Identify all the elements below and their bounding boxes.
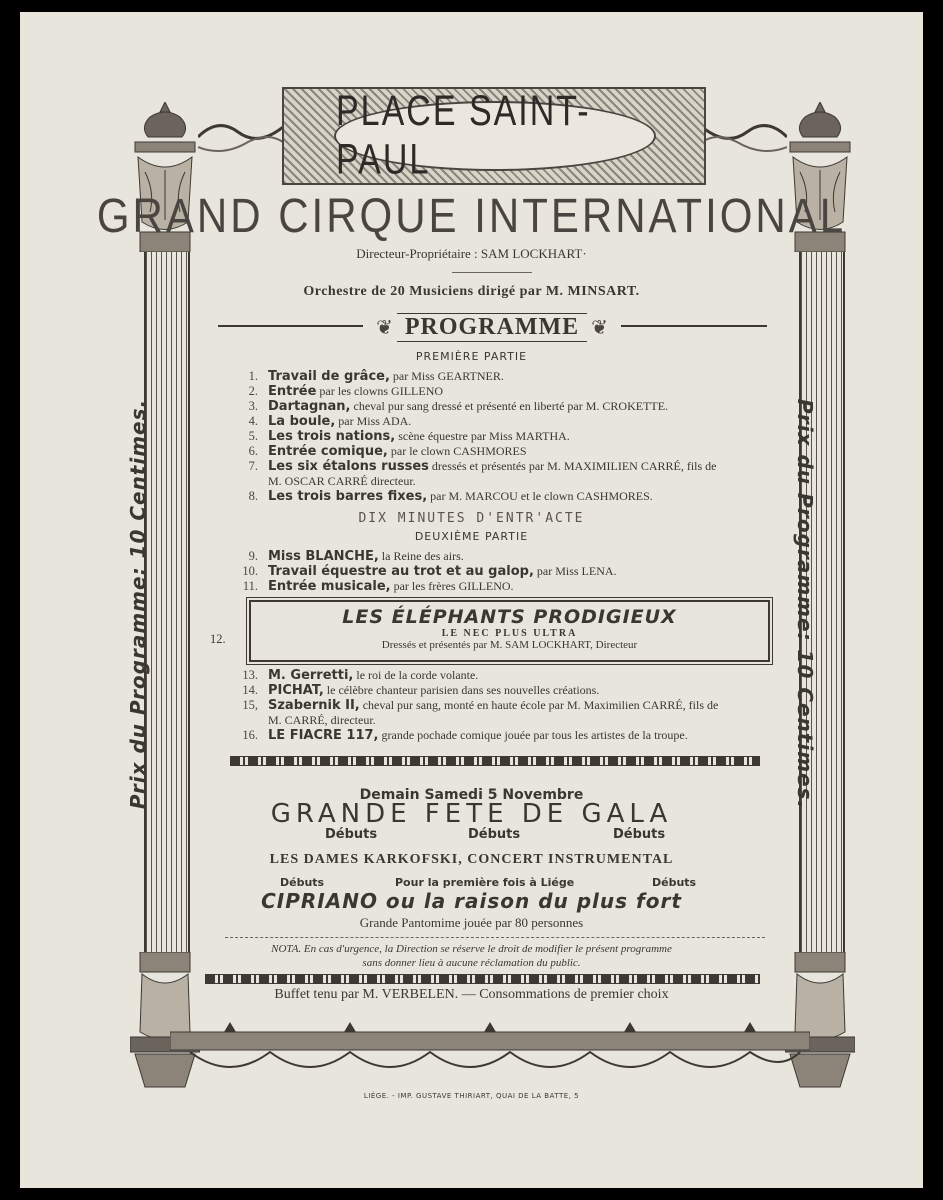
ornamental-divider: [230, 756, 760, 766]
header-banner: [282, 87, 706, 185]
item-description: par les clowns GILLENO: [316, 384, 444, 398]
item-number: 3.: [248, 399, 258, 413]
programme-item: [230, 369, 790, 384]
gala-date: Demain Samedi 5 Novembre: [359, 787, 584, 803]
item-description: par Miss ADA.: [335, 414, 412, 428]
feature-number: 12.: [210, 632, 226, 646]
programme-rule-left: [218, 325, 363, 327]
item-description: M. CARRÉ, directeur.: [268, 713, 376, 727]
part-two-list: [230, 549, 790, 594]
left-price-text: Prix du Programme: 10 Centimes.: [126, 398, 150, 810]
nota-rule: [225, 937, 765, 938]
programme-item: [230, 429, 790, 444]
item-description: la Reine des airs.: [378, 549, 464, 563]
programme-item: [230, 549, 790, 564]
debuts-label: Débuts: [613, 827, 666, 842]
item-name: La boule,: [268, 414, 336, 429]
item-number: 14.: [242, 683, 258, 697]
item-number: 13.: [242, 668, 258, 682]
programme-item: [230, 414, 790, 429]
item-description: le célèbre chanteur parisien dans ses nouvelles créations.: [323, 683, 600, 697]
intermission-label: DIX MINUTES D'ENTR'ACTE: [358, 511, 585, 526]
item-description: cheval pur sang, monté en haute école par M. Maximilien CARRÉ, fils de: [359, 698, 719, 712]
programme-title: PROGRAMME: [397, 313, 587, 342]
item-name: Travail de grâce,: [268, 369, 390, 384]
item-name: Miss BLANCHE,: [268, 549, 379, 564]
part-two-continued-list: [230, 668, 790, 743]
ornamental-divider: [205, 974, 760, 984]
item-name: Entrée comique,: [268, 444, 388, 459]
flourish-icon: ❦: [376, 316, 393, 339]
item-name: Les six étalons russes: [268, 459, 429, 474]
item-name: Les trois nations,: [268, 429, 396, 444]
item-name: M. Gerretti,: [268, 668, 354, 683]
orchestra-line: Orchestre de 20 Musiciens dirigé par M. MINSART.: [303, 284, 640, 299]
debuts-label: Débuts: [280, 876, 325, 889]
item-description: scène équestre par Miss MARTHA.: [395, 429, 570, 443]
cipriano-title: CIPRIANO ou la raison du plus fort: [261, 889, 682, 913]
item-number: 8.: [248, 489, 258, 503]
item-number: 6.: [248, 444, 258, 458]
venue-title: PLACE SAINT-PAUL: [336, 87, 591, 184]
debuts-label: Débuts: [652, 876, 697, 889]
item-number: 10.: [242, 564, 258, 578]
item-description: par les frères GILLENO.: [390, 579, 514, 593]
feature-title: LES ÉLÉPHANTS PRODIGIEUX: [342, 606, 677, 628]
programme-item: [230, 728, 790, 743]
part-two-label: DEUXIÈME PARTIE: [414, 530, 529, 543]
debuts-label: Débuts: [325, 827, 378, 842]
feature-credit: Dressés et présentés par M. SAM LOCKHART, Directeur: [381, 639, 638, 651]
item-description: par Miss LENA.: [533, 564, 617, 578]
programme-heading: [365, 310, 619, 344]
nota-line-2: sans donner lieu à aucune réclamation du public.: [362, 957, 581, 969]
item-number: 5.: [248, 429, 258, 443]
left-scroll-ornament: [198, 112, 283, 162]
flourish-icon: ❦: [591, 316, 608, 339]
item-description: cheval pur sang dressé et présenté en liberté par M. CROKETTE.: [350, 399, 669, 413]
pantomime-line: Grande Pantomime jouée par 80 personnes: [359, 915, 584, 930]
item-number: 11.: [242, 579, 258, 593]
feature-box: [249, 600, 770, 662]
part-one-list: [230, 369, 790, 504]
part-one-label: PREMIÈRE PARTIE: [415, 350, 528, 363]
item-description: par le clown CASHMORES: [387, 444, 527, 458]
item-number: 9.: [248, 549, 258, 563]
item-number: 16.: [242, 728, 258, 742]
item-name: Entrée musicale,: [268, 579, 391, 594]
programme-item: [230, 564, 790, 579]
nota-line-1: NOTA. En cas d'urgence, la Direction se réserve le droit de modifier le présent programme: [271, 943, 672, 955]
programme-item: [230, 683, 790, 698]
buffet-line: Buffet tenu par M. VERBELEN. — Consommations de premier choix: [274, 987, 669, 1002]
nota-text: [20, 942, 923, 970]
header-rule: [452, 272, 532, 273]
right-price-text: Prix du Programme: 10 Centimes.: [793, 398, 817, 810]
programme-item: [230, 474, 790, 489]
programme-item: [230, 698, 790, 713]
item-description: par M. MARCOU et le clown CASHMORES.: [427, 489, 653, 503]
item-description: grande pochade comique jouée par tous les artistes de la troupe.: [378, 728, 688, 742]
item-name: Les trois barres fixes,: [268, 489, 428, 504]
item-description: par Miss GEARTNER.: [389, 369, 504, 383]
programme-item: [230, 579, 790, 594]
circus-title: GRAND CIRQUE INTERNATIONAL: [96, 188, 847, 243]
programme-item: [230, 668, 790, 683]
item-name: PICHAT,: [268, 683, 324, 698]
bottom-garland-ornament: [170, 1022, 810, 1092]
programme-rule-right: [621, 325, 767, 327]
debuts-label: Débuts: [468, 827, 521, 842]
item-number: 15,: [242, 698, 258, 712]
programme-item: [230, 399, 790, 414]
director-line: Directeur-Propriétaire : SAM LOCKHART·: [356, 246, 587, 261]
item-name: Travail équestre au trot et au galop,: [268, 564, 534, 579]
programme-item: [230, 459, 790, 474]
item-name: Szabernik II,: [268, 698, 360, 713]
item-description: le roi de la corde volante.: [353, 668, 479, 682]
programme-item: [230, 384, 790, 399]
item-name: LE FIACRE 117,: [268, 728, 379, 743]
right-scroll-ornament: [702, 112, 787, 162]
programme-item: [230, 713, 790, 728]
first-time-line: Pour la première fois à Liége: [395, 876, 575, 889]
item-number: 1.: [248, 369, 258, 383]
feature-subtitle: LE NEC PLUS ULTRA: [441, 628, 578, 639]
item-number: 2.: [248, 384, 258, 398]
gala-title: GRANDE FETE DE GALA: [270, 799, 673, 829]
item-description: M. OSCAR CARRÉ directeur.: [268, 474, 416, 488]
item-number: 7.: [248, 459, 258, 473]
banner-oval: [334, 87, 656, 184]
programme-item: [230, 489, 790, 504]
programme-item: [230, 444, 790, 459]
item-name: Dartagnan,: [268, 399, 351, 414]
printer-imprint: LIÉGE. - IMP. GUSTAVE THIRIART, QUAI DE LA BATTE, 5: [363, 1092, 580, 1100]
karkofski-line: LES DAMES KARKOFSKI, CONCERT INSTRUMENTAL: [269, 852, 674, 867]
programme-sheet: [20, 12, 923, 1188]
item-number: 4.: [248, 414, 258, 428]
item-description: dressés et présentés par M. MAXIMILIEN CARRÉ, fils de: [428, 459, 717, 473]
item-name: Entrée: [268, 384, 317, 399]
